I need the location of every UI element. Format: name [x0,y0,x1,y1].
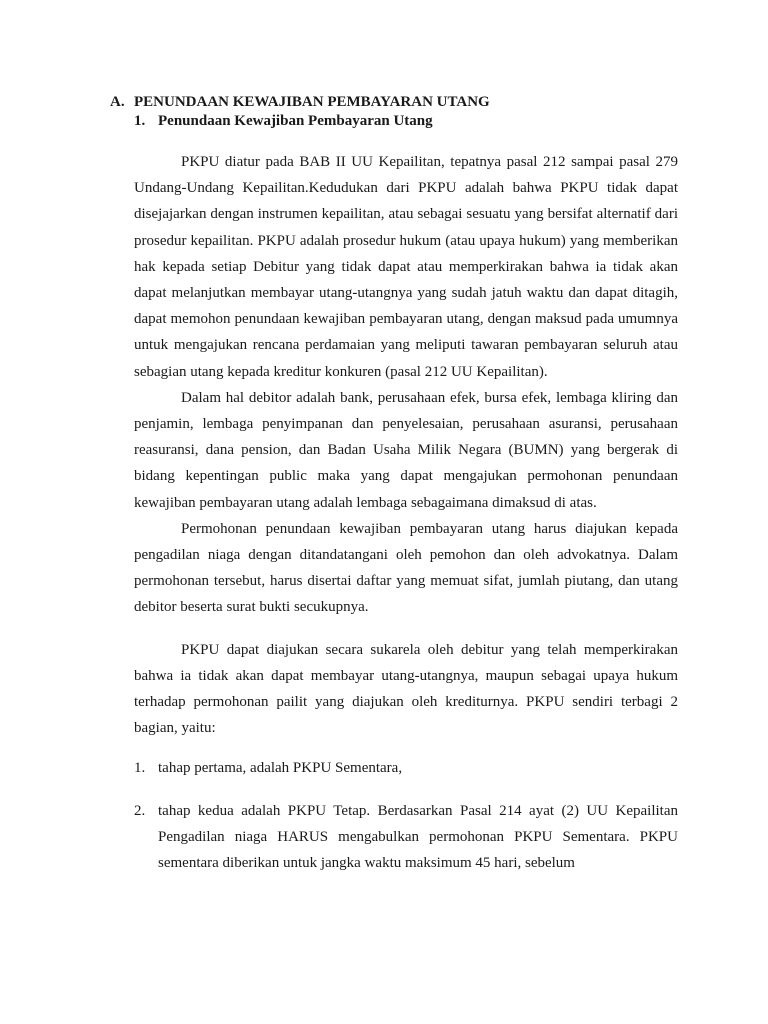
section-title: PENUNDAAN KEWAJIBAN PEMBAYARAN UTANG [134,94,490,110]
section-letter: A. [110,94,125,110]
paragraph-debitor-institutions: Dalam hal debitor adalah bank, perusahaan efek, bursa efek, lembaga kliring dan penjamin, lembaga penyimpanan dan penyelesaian, perusahaan asuransi, perusahaan reasuransi, dana pension, dan Badan Usaha Milik Negara (BUMN) yang bergerak di bidang kepentingan public maka yang dapat mengajukan permohonan penundaan kewajiban pembayaran utang adalah lembaga sebagaimana dimaksud di atas. [134,389,678,511]
subsection-title: Penundaan Kewajiban Pembayaran Utang [158,113,433,129]
paragraph-pkpu-definition: PKPU diatur pada BAB II UU Kepailitan, tepatnya pasal 212 sampai pasal 279 Undang-Undang Kepailitan.Kedudukan dari PKPU adalah bahwa PKPU tidak dapat disejajarkan dengan instrumen kepailitan, atau sebagai sesuatu yang bersifat alternatif dari prosedur kepailitan. PKPU adalah prosedur hukum (atau upaya hukum) yang memberikan hak kepada setiap Debitur yang tidak dapat atau memperkirakan bahwa ia tidak akan dapat melanjutkan membayar utang-utangnya yang sudah jatuh waktu dan dapat ditagih, dapat memohon penundaan kewajiban pembayaran utang, dengan maksud pada umumnya untuk mengajukan rencana perdamaian yang meliputi tawaran pembayaran seluruh atau sebagian utang kepada kreditur konkuren (pasal 212 UU Kepailitan). [134,154,678,380]
list-item-text: tahap kedua adalah PKPU Tetap. Berdasarkan Pasal 214 ayat (2) UU Kepailitan Pengadilan niaga HARUS mengabulkan permohonan PKPU Sementara. PKPU sementara diberikan untuk jangka waktu maksimum 45 hari, sebelum [158,802,678,872]
stages-list [134,755,678,876]
section-heading [110,93,678,112]
paragraph-permohonan: Permohonan penundaan kewajiban pembayaran utang harus diajukan kepada pengadilan niaga dengan ditandatangani oleh pemohon dan oleh advokatnya. Dalam permohonan tersebut, harus disertai daftar yang memuat sifat, jumlah piutang, dan utang debitor beserta surat bukti secukupnya. [134,520,678,616]
subsection-heading [134,112,678,131]
subsection-number: 1. [134,113,146,129]
paragraph-pkpu-voluntary: PKPU dapat diajukan secara sukarela oleh debitur yang telah memperkirakan bahwa ia tidak akan dapat membayar utang-utangnya, maupun sebagai upaya hukum terhadap permohonan pailit yang diajukan oleh krediturnya. PKPU sendiri terbagi 2 bagian, yaitu: [134,641,678,737]
list-item [134,755,678,781]
list-item-text: tahap pertama, adalah PKPU Sementara, [158,760,403,777]
list-item [134,798,678,877]
list-item-number: 1. [134,760,146,777]
list-item-number: 2. [134,802,146,819]
